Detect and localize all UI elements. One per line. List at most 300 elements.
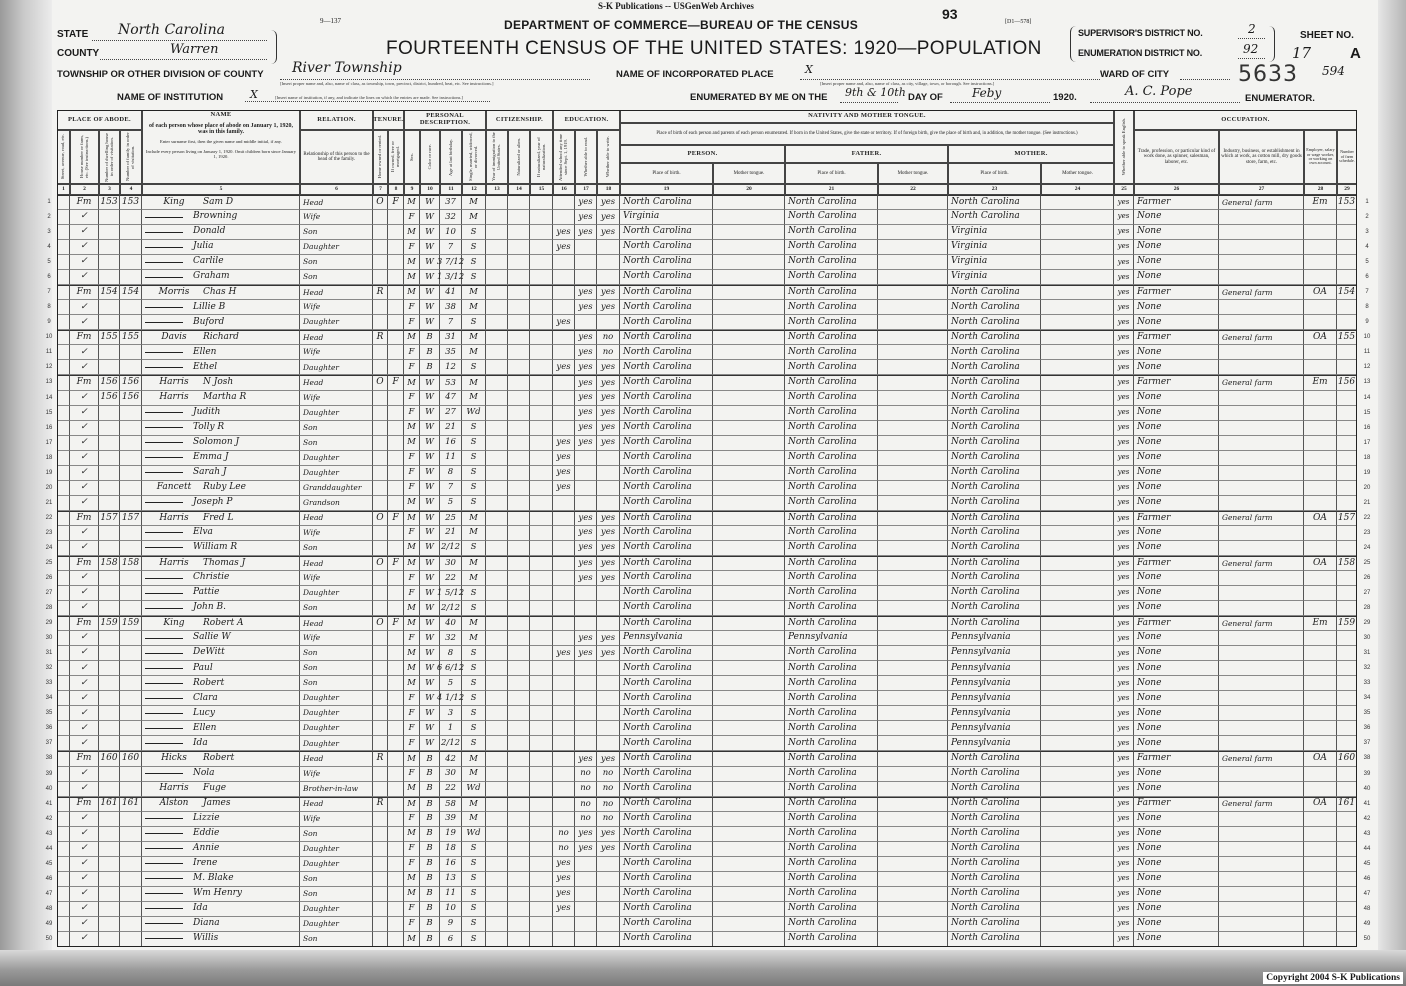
cell-mother-mother-tongue: [1041, 496, 1114, 511]
cell-father-mother-tongue: [878, 526, 948, 541]
cell-naturalization-year: [530, 646, 553, 661]
cell-immigration-year: [486, 240, 508, 255]
cell-sex: F: [404, 391, 420, 406]
cell-able-to-write: [597, 721, 620, 736]
cell-street: [57, 225, 70, 240]
given-name: Tolly R: [193, 421, 225, 432]
cell-relation: Daughter: [300, 466, 373, 481]
cell-speaks-english: yes: [1114, 917, 1134, 932]
cell-immigration-year: [486, 782, 508, 797]
column-number: 4: [120, 184, 142, 195]
cell-marital-status: S: [462, 421, 486, 436]
sheet-number-value: 17: [1292, 44, 1312, 62]
cell-owned-free-mortgaged: [388, 676, 404, 691]
cell-sex: F: [404, 466, 420, 481]
cell-immigration-year: [486, 631, 508, 646]
state-label: STATE: [57, 29, 89, 40]
cell-able-to-read: yes: [575, 345, 597, 360]
line-number: 27: [45, 590, 53, 597]
cell-naturalized: [508, 571, 530, 586]
given-name: Graham: [193, 271, 230, 282]
cell-sex: F: [404, 812, 420, 827]
cell-industry: [1219, 721, 1304, 736]
cell-naturalization-year: [530, 496, 553, 511]
cell-birthplace: North Carolina: [620, 932, 713, 947]
cell-trade: None: [1134, 270, 1219, 285]
cell-home-tenure: [373, 631, 388, 646]
cell-sex: F: [404, 210, 420, 225]
cell-name: [142, 285, 300, 300]
cell-birthplace: North Carolina: [620, 466, 713, 481]
state-value: North Carolina: [118, 22, 225, 38]
column-label: Home owned or rented.: [377, 135, 383, 179]
given-name: Nola: [193, 767, 215, 778]
cell-color: B: [420, 902, 440, 917]
cell-attended-school: [553, 496, 575, 511]
cell-relation: Granddaughter: [300, 481, 373, 496]
cell-birthplace: North Carolina: [620, 782, 713, 797]
cell-dwelling-number: [99, 917, 120, 932]
line-number: 45: [45, 860, 53, 867]
cell-trade: None: [1134, 812, 1219, 827]
cell-name: [142, 375, 300, 390]
cell-relation: Head: [300, 330, 373, 345]
cell-birthplace: North Carolina: [620, 391, 713, 406]
surname: [145, 863, 183, 864]
enumeration-district-value: 92: [1243, 42, 1259, 56]
cell-farm-schedule: [1337, 812, 1357, 827]
cell-farm-schedule: [1337, 451, 1357, 466]
cell-class-of-worker: [1304, 631, 1337, 646]
cell-naturalization-year: [530, 571, 553, 586]
cell-house-number: ✓: [70, 661, 99, 676]
cell-able-to-read: [575, 721, 597, 736]
cell-naturalization-year: [530, 736, 553, 751]
cell-speaks-english: yes: [1114, 782, 1134, 797]
cell-naturalization-year: [530, 797, 553, 812]
cell-immigration-year: [486, 917, 508, 932]
cell-able-to-read: no: [575, 767, 597, 782]
cell-name: [142, 872, 300, 887]
cell-class-of-worker: [1304, 646, 1337, 661]
township-instructions: [Insert proper name and, also, name of class, as township, town, precinct, district, hundred, beat, etc. See instructions.]: [280, 81, 494, 86]
group-occupation: OCCUPATION.: [1134, 110, 1357, 130]
cell-home-tenure: [373, 676, 388, 691]
cell-naturalized: [508, 255, 530, 270]
cell-immigration-year: [486, 270, 508, 285]
cell-trade: None: [1134, 736, 1219, 751]
cell-industry: [1219, 481, 1304, 496]
county-label: COUNTY: [57, 48, 100, 59]
cell-name: [142, 391, 300, 406]
cell-mother-tongue: [713, 872, 785, 887]
cell-father-mother-tongue: [878, 767, 948, 782]
cell-attended-school: [553, 195, 575, 210]
cell-color: W: [420, 270, 440, 285]
line-number-right: 34: [1363, 695, 1371, 702]
cell-immigration-year: [486, 300, 508, 315]
cell-relation: Son: [300, 932, 373, 947]
cell-home-tenure: [373, 255, 388, 270]
cell-able-to-read: yes: [575, 526, 597, 541]
cell-farm-schedule: [1337, 767, 1357, 782]
column-header-6: [300, 130, 373, 184]
cell-speaks-english: yes: [1114, 601, 1134, 616]
cell-dwelling-number: [99, 887, 120, 902]
cell-mother-mother-tongue: [1041, 857, 1114, 872]
cell-father-mother-tongue: [878, 661, 948, 676]
cell-color: B: [420, 345, 440, 360]
cell-owned-free-mortgaged: [388, 842, 404, 857]
cell-mother-mother-tongue: [1041, 902, 1114, 917]
cell-family-number: [120, 210, 142, 225]
cell-naturalized: [508, 631, 530, 646]
cell-sex: F: [404, 721, 420, 736]
cell-marital-status: S: [462, 857, 486, 872]
cell-street: [57, 721, 70, 736]
line-number: 50: [45, 935, 53, 942]
cell-house-number: ✓: [70, 691, 99, 706]
line-number-right: 4: [1365, 244, 1369, 251]
cell-industry: General farm: [1219, 285, 1304, 300]
surname: King: [163, 196, 185, 207]
surname: Harris: [159, 377, 189, 388]
cell-mother-birthplace: Pennsylvania: [948, 631, 1041, 646]
line-number-right: 22: [1363, 514, 1371, 521]
line-number: 41: [45, 800, 53, 807]
cell-naturalization-year: [530, 481, 553, 496]
cell-class-of-worker: [1304, 661, 1337, 676]
cell-relation: Son: [300, 436, 373, 451]
enumerated-label: ENUMERATED BY ME ON THE: [690, 92, 828, 103]
cell-farm-schedule: [1337, 857, 1357, 872]
cell-farm-schedule: [1337, 345, 1357, 360]
cell-color: B: [420, 360, 440, 375]
cell-class-of-worker: [1304, 225, 1337, 240]
cell-naturalization-year: [530, 526, 553, 541]
cell-marital-status: Wd: [462, 782, 486, 797]
cell-industry: [1219, 255, 1304, 270]
cell-naturalized: [508, 391, 530, 406]
cell-father-mother-tongue: [878, 541, 948, 556]
cell-dwelling-number: [99, 812, 120, 827]
line-number-right: 9: [1365, 319, 1369, 326]
cell-dwelling-number: [99, 315, 120, 330]
cell-mother-tongue: [713, 391, 785, 406]
surname: [145, 232, 183, 233]
cell-mother-birthplace: North Carolina: [948, 481, 1041, 496]
cell-birthplace: North Carolina: [620, 481, 713, 496]
cell-house-number: Fm: [70, 797, 99, 812]
given-name: Christie: [193, 572, 230, 583]
cell-class-of-worker: [1304, 571, 1337, 586]
cell-family-number: [120, 872, 142, 887]
cell-mother-birthplace: North Carolina: [948, 541, 1041, 556]
cell-able-to-write: [597, 736, 620, 751]
surname: [145, 743, 183, 744]
cell-house-number: ✓: [70, 210, 99, 225]
cell-able-to-read: [575, 917, 597, 932]
cell-able-to-read: [575, 887, 597, 902]
cell-farm-schedule: [1337, 270, 1357, 285]
cell-immigration-year: [486, 496, 508, 511]
cell-class-of-worker: [1304, 691, 1337, 706]
column-header-20: [713, 163, 785, 184]
cell-class-of-worker: [1304, 601, 1337, 616]
cell-dwelling-number: [99, 451, 120, 466]
cell-home-tenure: [373, 721, 388, 736]
cell-sex: F: [404, 526, 420, 541]
cell-sex: F: [404, 706, 420, 721]
supervisor-district-label: SUPERVISOR'S DISTRICT NO.: [1078, 28, 1203, 38]
cell-industry: [1219, 345, 1304, 360]
cell-father-mother-tongue: [878, 676, 948, 691]
cell-naturalization-year: [530, 751, 553, 766]
column-header-11: [440, 130, 462, 184]
cell-house-number: ✓: [70, 932, 99, 947]
surname: [145, 653, 183, 654]
column-number: 22: [878, 184, 948, 195]
cell-mother-birthplace: Pennsylvania: [948, 691, 1041, 706]
surname: [145, 878, 183, 879]
cell-industry: [1219, 406, 1304, 421]
cell-dwelling-number: [99, 872, 120, 887]
cell-father-birthplace: Pennsylvania: [785, 631, 878, 646]
cell-name: [142, 255, 300, 270]
cell-attended-school: yes: [553, 481, 575, 496]
line-number-right: 7: [1365, 289, 1369, 296]
cell-farm-schedule: [1337, 872, 1357, 887]
cell-owned-free-mortgaged: [388, 631, 404, 646]
cell-name: [142, 496, 300, 511]
line-number: 46: [45, 875, 53, 882]
cell-relation: Son: [300, 827, 373, 842]
cell-home-tenure: [373, 360, 388, 375]
cell-able-to-read: [575, 481, 597, 496]
line-number: 15: [45, 409, 53, 416]
cell-mother-tongue: [713, 481, 785, 496]
cell-relation: Daughter: [300, 706, 373, 721]
cell-mother-tongue: [713, 902, 785, 917]
cell-age: 13: [440, 872, 462, 887]
cell-speaks-english: yes: [1114, 496, 1134, 511]
enumerator-name: A. C. Pope: [1125, 84, 1193, 99]
surname: [145, 532, 183, 533]
cell-age: 5: [440, 676, 462, 691]
cell-birthplace: North Carolina: [620, 360, 713, 375]
cell-home-tenure: [373, 270, 388, 285]
cell-naturalization-year: [530, 556, 553, 571]
cell-naturalized: [508, 767, 530, 782]
cell-naturalized: [508, 842, 530, 857]
cell-speaks-english: yes: [1114, 736, 1134, 751]
cell-house-number: ✓: [70, 406, 99, 421]
cell-father-mother-tongue: [878, 631, 948, 646]
cell-relation: Head: [300, 195, 373, 210]
surname: [145, 217, 183, 218]
cell-mother-mother-tongue: [1041, 195, 1114, 210]
cell-dwelling-number: 156: [99, 391, 120, 406]
cell-dwelling-number: 156: [99, 375, 120, 390]
cell-age: 30: [440, 556, 462, 571]
group-education: EDUCATION.: [553, 110, 620, 130]
column-number: 16: [553, 184, 575, 195]
cell-mother-mother-tongue: [1041, 255, 1114, 270]
line-number-right: 42: [1363, 815, 1371, 822]
cell-sex: M: [404, 421, 420, 436]
cell-house-number: Fm: [70, 616, 99, 631]
cell-father-birthplace: North Carolina: [785, 812, 878, 827]
cell-street: [57, 210, 70, 225]
cell-naturalization-year: [530, 782, 553, 797]
cell-father-mother-tongue: [878, 751, 948, 766]
cell-family-number: [120, 481, 142, 496]
archive-stamp-suffix: 594: [1322, 64, 1345, 78]
given-name: Ellen: [193, 346, 217, 357]
cell-name: [142, 330, 300, 345]
cell-industry: [1219, 436, 1304, 451]
cell-sex: M: [404, 556, 420, 571]
cell-father-mother-tongue: [878, 857, 948, 872]
cell-mother-mother-tongue: [1041, 646, 1114, 661]
cell-street: [57, 345, 70, 360]
cell-industry: [1219, 571, 1304, 586]
cell-sex: M: [404, 616, 420, 631]
cell-mother-tongue: [713, 285, 785, 300]
cell-class-of-worker: [1304, 345, 1337, 360]
cell-immigration-year: [486, 571, 508, 586]
line-number-right: 16: [1363, 424, 1371, 431]
cell-color: W: [420, 706, 440, 721]
cell-marital-status: S: [462, 255, 486, 270]
cell-father-birthplace: North Carolina: [785, 932, 878, 947]
cell-trade: Farmer: [1134, 511, 1219, 526]
cell-father-birthplace: North Carolina: [785, 751, 878, 766]
cell-name: [142, 421, 300, 436]
cell-naturalization-year: [530, 887, 553, 902]
cell-industry: [1219, 887, 1304, 902]
cell-mother-mother-tongue: [1041, 676, 1114, 691]
cell-speaks-english: yes: [1114, 406, 1134, 421]
cell-trade: None: [1134, 451, 1219, 466]
cell-able-to-write: [597, 616, 620, 631]
cell-dwelling-number: 155: [99, 330, 120, 345]
cell-speaks-english: yes: [1114, 676, 1134, 691]
cell-marital-status: M: [462, 210, 486, 225]
cell-color: W: [420, 285, 440, 300]
cell-industry: [1219, 466, 1304, 481]
cell-sex: M: [404, 797, 420, 812]
cell-age: 47: [440, 391, 462, 406]
cell-color: W: [420, 406, 440, 421]
cell-naturalization-year: [530, 345, 553, 360]
column-header-24: [1041, 163, 1114, 184]
cell-relation: Son: [300, 676, 373, 691]
cell-home-tenure: [373, 767, 388, 782]
cell-marital-status: M: [462, 330, 486, 345]
cell-sex: F: [404, 451, 420, 466]
cell-farm-schedule: [1337, 721, 1357, 736]
cell-naturalized: [508, 360, 530, 375]
cell-street: [57, 917, 70, 932]
cell-naturalization-year: [530, 270, 553, 285]
cell-immigration-year: [486, 721, 508, 736]
cell-attended-school: [553, 932, 575, 947]
cell-able-to-read: yes: [575, 421, 597, 436]
cell-father-mother-tongue: [878, 842, 948, 857]
cell-marital-status: M: [462, 375, 486, 390]
column-header-27: [1219, 130, 1304, 184]
cell-immigration-year: [486, 797, 508, 812]
cell-family-number: [120, 421, 142, 436]
cell-house-number: Fm: [70, 751, 99, 766]
cell-class-of-worker: [1304, 360, 1337, 375]
cell-industry: [1219, 210, 1304, 225]
cell-able-to-write: [597, 466, 620, 481]
cell-trade: None: [1134, 496, 1219, 511]
cell-farm-schedule: [1337, 601, 1357, 616]
cell-age: 9: [440, 917, 462, 932]
cell-sex: M: [404, 601, 420, 616]
cell-industry: [1219, 451, 1304, 466]
cell-industry: [1219, 225, 1304, 240]
cell-birthplace: North Carolina: [620, 601, 713, 616]
cell-class-of-worker: [1304, 496, 1337, 511]
cell-able-to-read: yes: [575, 556, 597, 571]
cell-owned-free-mortgaged: [388, 270, 404, 285]
cell-mother-birthplace: Virginia: [948, 240, 1041, 255]
surname: [145, 773, 183, 774]
cell-birthplace: North Carolina: [620, 586, 713, 601]
cell-sex: F: [404, 406, 420, 421]
cell-relation: Daughter: [300, 721, 373, 736]
cell-house-number: ✓: [70, 887, 99, 902]
cell-attended-school: [553, 812, 575, 827]
cell-color: W: [420, 511, 440, 526]
surname: [145, 307, 183, 308]
cell-birthplace: North Carolina: [620, 857, 713, 872]
line-number-right: 45: [1363, 860, 1371, 867]
cell-mother-tongue: [713, 631, 785, 646]
cell-father-mother-tongue: [878, 616, 948, 631]
cell-speaks-english: yes: [1114, 751, 1134, 766]
cell-birthplace: North Carolina: [620, 917, 713, 932]
line-number-right: 37: [1363, 740, 1371, 747]
cell-mother-birthplace: North Carolina: [948, 812, 1041, 827]
cell-family-number: [120, 586, 142, 601]
cell-marital-status: M: [462, 526, 486, 541]
cell-sex: F: [404, 767, 420, 782]
cell-able-to-read: [575, 601, 597, 616]
surname: [145, 352, 183, 353]
cell-house-number: ✓: [70, 240, 99, 255]
cell-father-birthplace: North Carolina: [785, 511, 878, 526]
line-number-right: 25: [1363, 559, 1371, 566]
line-number: 18: [45, 454, 53, 461]
surname: [145, 818, 183, 819]
cell-naturalized: [508, 857, 530, 872]
cell-mother-birthplace: Pennsylvania: [948, 736, 1041, 751]
cell-dwelling-number: [99, 240, 120, 255]
cell-street: [57, 691, 70, 706]
cell-name: [142, 932, 300, 947]
cell-marital-status: M: [462, 767, 486, 782]
cell-naturalized: [508, 616, 530, 631]
cell-family-number: [120, 676, 142, 691]
cell-home-tenure: O: [373, 616, 388, 631]
cell-street: [57, 255, 70, 270]
cell-able-to-read: [575, 451, 597, 466]
